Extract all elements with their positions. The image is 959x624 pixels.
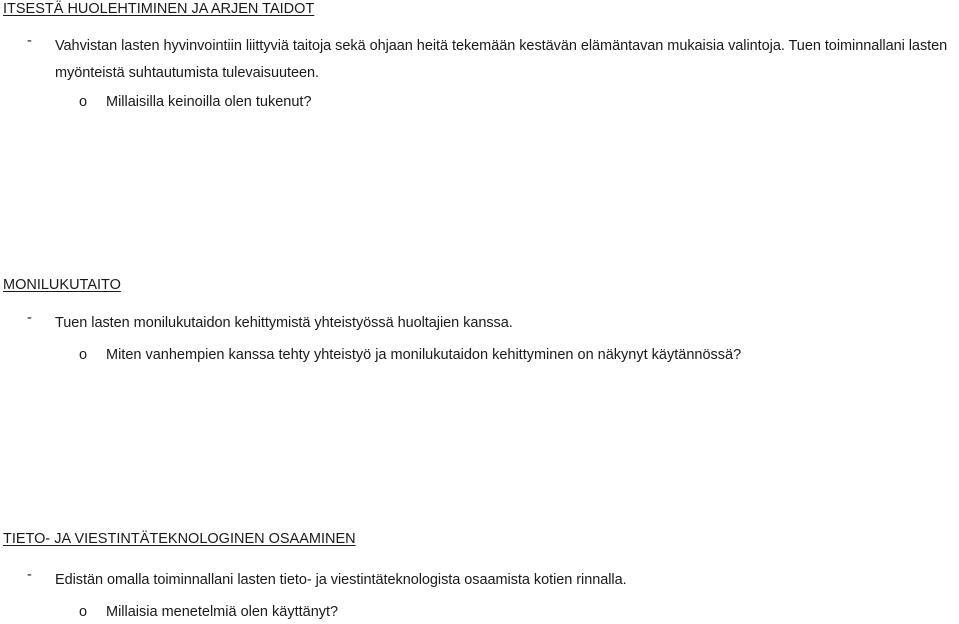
sub-list-item-text: Miten vanhempien kanssa tehty yhteistyö ja monilukutaidon kehittyminen on näkynyt käytännössä? [106, 347, 742, 363]
circle-bullet: o [79, 94, 88, 110]
dash-bullet: - [27, 310, 32, 326]
sub-list-item-text: Millaisilla keinoilla olen tukenut? [106, 94, 312, 110]
sub-list-item-text: Millaisia menetelmiä olen käyttänyt? [106, 604, 339, 620]
circle-bullet: o [79, 604, 88, 620]
list-item-text: Vahvistan lasten hyvinvointiin liittyviä taitoja sekä ohjaan heitä tekemään kestävän elämäntavan mukaisia valintoja. Tuen toiminnallani lasten myönteistä suhtautumista tulevaisuuteen. [55, 38, 948, 81]
section-heading-self-care: ITSESTÄ HUOLEHTIMINEN JA ARJEN TAIDOT [3, 1, 315, 17]
list-item-text: Edistän omalla toiminnallani lasten tieto- ja viestintäteknologista osaamista kotien rinnalla. [55, 572, 627, 588]
circle-bullet: o [79, 347, 88, 363]
section-heading-multiliteracy: MONILUKUTAITO [3, 277, 121, 293]
dash-bullet: - [27, 567, 32, 583]
dash-bullet: - [27, 33, 32, 49]
list-item-text: Tuen lasten monilukutaidon kehittymistä yhteistyössä huoltajien kanssa. [55, 315, 513, 331]
section-heading-ict: TIETO- JA VIESTINTÄTEKNOLOGINEN OSAAMINEN [3, 531, 356, 547]
